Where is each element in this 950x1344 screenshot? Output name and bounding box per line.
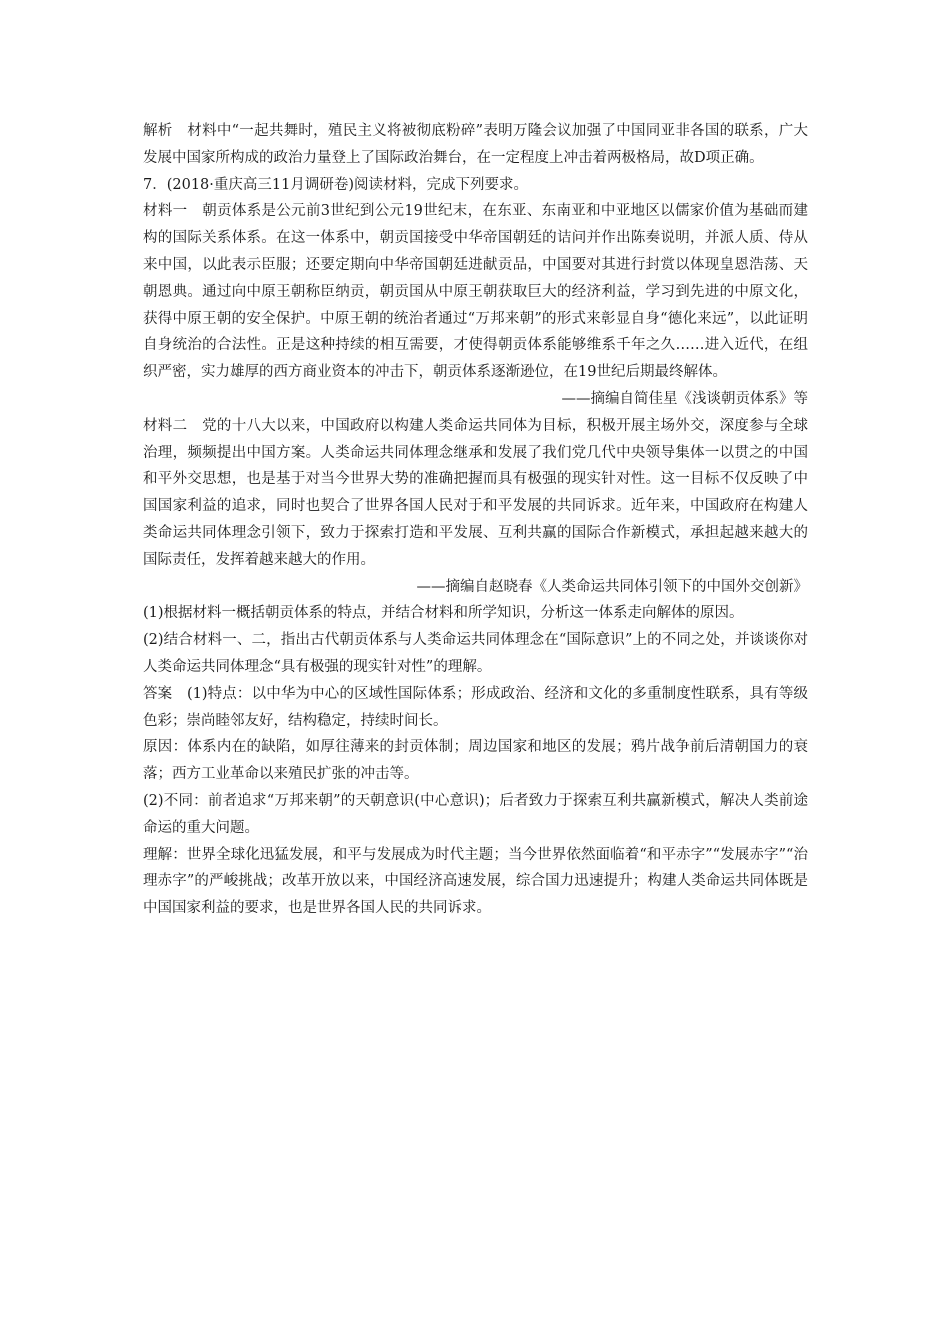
material-one-source: ——摘编自简佳星《浅谈朝贡体系》等 [561, 390, 808, 407]
answer-understanding: 理解：世界全球化迅猛发展，和平与发展成为时代主题；当今世界依然面临着“和平赤字”“发展赤字”“治理赤字”的严峻挑战；改革开放以来，中国经济高速发展，综合国力迅速提升；构建人类命运共同体既是中国国家利益的要求，也是世界各国人民的共同诉求。 [143, 846, 808, 917]
question-7-stem: 7．(2018·重庆高三11月调研卷)阅读材料，完成下列要求。 [143, 176, 528, 193]
answer-reasons: 原因：体系内在的缺陷，如厚往薄来的封贡体制；周边国家和地区的发展；鸦片战争前后清朝国力的衰落；西方工业革命以来殖民扩张的冲击等。 [143, 739, 808, 783]
document-page [143, 118, 808, 922]
analysis-paragraph: 解析 材料中“一起共舞时，殖民主义将被彻底粉碎”表明万隆会议加强了中国同亚非各国的联系，广大发展中国家所构成的政治力量登上了国际政治舞台，在一定程度上冲击着两极格局，故D项正确。 [143, 123, 808, 166]
material-one: 材料一 朝贡体系是公元前3世纪到公元19世纪末，在东亚、东南亚和中亚地区以儒家价值为基础而建构的国际关系体系。在这一体系中，朝贡国接受中华帝国朝廷的诘问并作出陈奏说明，并派人质、侍从来中国，以此表示臣服；还要定期向中华帝国朝廷进献贡品，中国要对其进行封赏以体现皇恩浩荡、天朝恩典。通过向中原王朝称臣纳贡，朝贡国从中原王朝获取巨大的经济利益，学习到先进的中原文化，获得中原王朝的安全保护。中原王朝的统治者通过“万邦来朝”的形式来彰显自身“德化来远”，以此证明自身统治的合法性。正是这种持续的相互需要，才使得朝贡体系能够维系千年之久……进入近代，在组织严密，实力雄厚的西方商业资本的冲击下，朝贡体系逐渐逊位，在19世纪后期最终解体。 [143, 203, 808, 381]
material-two: 材料二 党的十八大以来，中国政府以构建人类命运共同体为目标，积极开展主场外交，深度参与全球治理，频频提出中国方案。人类命运共同体理念继承和发展了我们党几代中央领导集体一以贯之的中国和平外交思想，也是基于对当今世界大势的准确把握而具有极强的现实针对性。这一目标不仅反映了中国国家利益的追求，同时也契合了世界各国人民对于和平发展的共同诉求。近年来，中国政府在构建人类命运共同体理念引领下，致力于探索打造和平发展、互利共赢的国际合作新模式，承担起越来越大的国际责任，发挥着越来越大的作用。 [143, 417, 808, 568]
material-two-source: ——摘编自赵晓春《人类命运共同体引领下的中国外交创新》 [416, 578, 808, 595]
answer-part-2: (2)不同：前者追求“万邦来朝”的天朝意识(中心意识)；后者致力于探索互利共赢新模式，解决人类前途命运的重大问题。 [143, 792, 808, 836]
sub-question-1: (1)根据材料一概括朝贡体系的特点，并结合材料和所学知识，分析这一体系走向解体的原因。 [143, 605, 744, 622]
sub-question-2: (2)结合材料一、二，指出古代朝贡体系与人类命运共同体理念在“国际意识”上的不同之处，并谈谈你对人类命运共同体理念“具有极强的现实针对性”的理解。 [143, 632, 808, 675]
answer-part-1: 答案 (1)特点：以中华为中心的区域性国际体系；形成政治、经济和文化的多重制度性联系，具有等级色彩；崇尚睦邻友好，结构稳定，持续时间长。 [143, 685, 808, 729]
